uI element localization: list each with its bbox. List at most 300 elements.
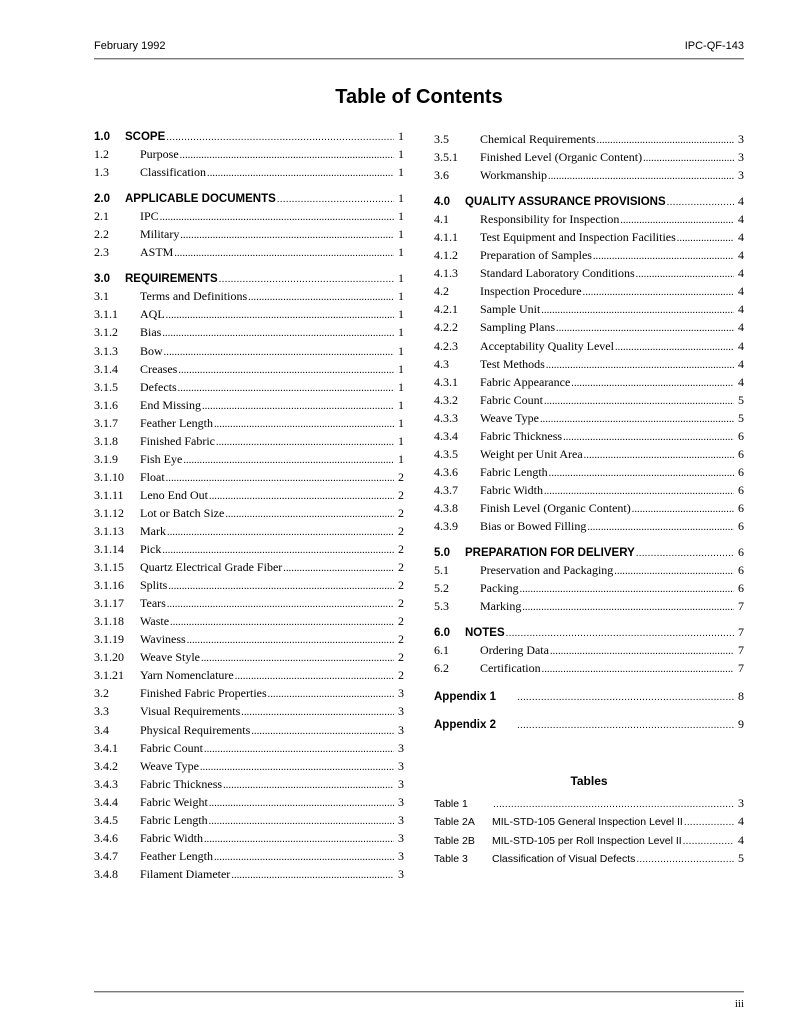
toc-entry[interactable] bbox=[434, 266, 744, 284]
entry-page-number: 4 bbox=[738, 302, 744, 317]
entry-number: 4.3 bbox=[434, 356, 449, 371]
entry-title: Finished Fabric bbox=[140, 433, 215, 448]
entry-page-number: 2 bbox=[398, 632, 404, 647]
toc-entry[interactable] bbox=[434, 447, 744, 465]
dot-leader bbox=[209, 491, 394, 502]
dot-leader bbox=[614, 566, 734, 577]
entry-page-number: 2 bbox=[398, 505, 404, 520]
entry-number: 3.4.5 bbox=[94, 812, 118, 827]
entry-page-number: 3 bbox=[398, 722, 404, 737]
dot-leader bbox=[209, 816, 394, 827]
entry-page-number: 5 bbox=[738, 392, 744, 407]
toc-section-entry[interactable] bbox=[94, 129, 404, 147]
entry-page-number: 8 bbox=[738, 689, 744, 704]
entry-page-number: 3 bbox=[738, 150, 744, 165]
entry-page-number: 3 bbox=[738, 168, 744, 183]
dot-leader bbox=[615, 342, 734, 353]
entry-title: IPC bbox=[140, 209, 159, 224]
entry-title: Fabric Length bbox=[140, 812, 208, 827]
toc-entry[interactable] bbox=[94, 398, 404, 416]
toc-entry[interactable] bbox=[434, 643, 744, 661]
entry-number: 3.0 bbox=[94, 273, 110, 286]
entry-page-number: 1 bbox=[398, 397, 404, 412]
dot-leader bbox=[216, 437, 394, 448]
toc-entry[interactable] bbox=[94, 165, 404, 183]
entry-number: 3.1.13 bbox=[94, 523, 124, 538]
dot-leader bbox=[636, 269, 734, 280]
entry-page-number: 4 bbox=[738, 248, 744, 263]
entry-page-number: 1 bbox=[398, 245, 404, 260]
toc-section-entry[interactable] bbox=[434, 545, 744, 563]
entry-number: 4.1.3 bbox=[434, 266, 458, 281]
toc-entry[interactable] bbox=[94, 632, 404, 650]
toc-entry[interactable] bbox=[94, 362, 404, 380]
toc-entry[interactable] bbox=[94, 795, 404, 813]
dot-leader bbox=[283, 563, 394, 574]
section-spacer bbox=[94, 183, 404, 191]
dot-leader bbox=[548, 171, 734, 182]
entry-title: MIL-STD-105 per Roll Inspection Level II bbox=[492, 834, 682, 847]
table-list-entry[interactable] bbox=[434, 814, 744, 832]
toc-entry[interactable] bbox=[94, 488, 404, 506]
entry-number: 4.3.3 bbox=[434, 410, 458, 425]
dot-leader bbox=[187, 635, 394, 646]
entry-number: 3.1.9 bbox=[94, 451, 118, 466]
dot-leader bbox=[162, 545, 394, 556]
entry-title: Weave Style bbox=[140, 650, 201, 665]
entry-number: 4.3.8 bbox=[434, 500, 458, 515]
dot-leader bbox=[225, 509, 394, 520]
toc-entry[interactable] bbox=[434, 168, 744, 186]
entry-number: Table 2A bbox=[434, 816, 475, 829]
toc-entry[interactable] bbox=[94, 289, 404, 307]
tables-list bbox=[434, 796, 744, 869]
page-title: Table of Contents bbox=[335, 86, 503, 108]
entry-title: Fabric Count bbox=[140, 740, 203, 755]
dot-leader bbox=[541, 305, 734, 316]
toc-entry[interactable] bbox=[94, 506, 404, 524]
entry-title: Fish Eye bbox=[140, 451, 183, 466]
entry-number: 4.3.9 bbox=[434, 518, 458, 533]
dot-leader bbox=[677, 233, 734, 244]
toc-section-entry[interactable] bbox=[434, 625, 744, 643]
entry-number: Appendix 2 bbox=[434, 719, 496, 732]
dot-leader bbox=[201, 653, 394, 664]
entry-page-number: 2 bbox=[398, 650, 404, 665]
entry-page-number: 7 bbox=[738, 643, 744, 658]
entry-title: Quartz Electrical Grade Fiber bbox=[140, 560, 283, 575]
entry-title: QUALITY ASSURANCE PROVISIONS bbox=[465, 196, 666, 209]
entry-page-number: 4 bbox=[738, 212, 744, 227]
entry-page-number: 2 bbox=[398, 596, 404, 611]
entry-title: Test Methods bbox=[480, 356, 545, 371]
toc-entry[interactable] bbox=[94, 596, 404, 614]
dot-leader bbox=[522, 602, 734, 613]
dot-leader bbox=[166, 132, 394, 143]
entry-title: Chemical Requirements bbox=[480, 132, 596, 146]
dot-leader bbox=[517, 720, 734, 731]
toc-entry[interactable] bbox=[94, 344, 404, 362]
toc-entry[interactable] bbox=[434, 661, 744, 679]
entry-title: Feather Length bbox=[140, 415, 213, 430]
entry-page-number: 6 bbox=[738, 545, 744, 560]
toc-entry[interactable] bbox=[94, 777, 404, 795]
entry-page-number: 6 bbox=[738, 482, 744, 497]
entry-title: Bow bbox=[140, 343, 163, 358]
entry-page-number: 1 bbox=[398, 433, 404, 448]
toc-entry[interactable] bbox=[94, 650, 404, 668]
entry-title: Weave Type bbox=[140, 758, 199, 773]
toc-entry[interactable] bbox=[94, 813, 404, 831]
dot-leader bbox=[584, 450, 734, 461]
dot-leader bbox=[170, 617, 394, 628]
toc-entry[interactable] bbox=[434, 212, 744, 230]
entry-title: End Missing bbox=[140, 397, 202, 412]
entry-number: 3.1.20 bbox=[94, 650, 124, 665]
entry-number: 4.1 bbox=[434, 212, 449, 227]
toc-entry[interactable] bbox=[94, 542, 404, 560]
toc-entry[interactable] bbox=[434, 465, 744, 483]
toc-entry[interactable] bbox=[434, 501, 744, 519]
toc-entry[interactable] bbox=[94, 470, 404, 488]
toc-entry[interactable] bbox=[434, 563, 744, 581]
entry-title: Acceptability Quality Level bbox=[480, 338, 614, 353]
dot-leader bbox=[178, 383, 394, 394]
entry-number: 4.2.2 bbox=[434, 320, 458, 335]
entry-page-number: 1 bbox=[398, 361, 404, 376]
toc-entry[interactable] bbox=[94, 741, 404, 759]
entry-number: 3.1.8 bbox=[94, 433, 118, 448]
section-spacer bbox=[434, 186, 744, 194]
entry-number: 3.1.2 bbox=[94, 325, 118, 340]
entry-title: Sampling Plans bbox=[480, 320, 556, 335]
table-list-entry[interactable] bbox=[434, 851, 744, 869]
entry-title: Splits bbox=[140, 578, 168, 593]
entry-page-number: 4 bbox=[738, 266, 744, 281]
dot-leader bbox=[200, 762, 394, 773]
entry-number: 6.1 bbox=[434, 643, 449, 658]
entry-number: 6.2 bbox=[434, 661, 449, 676]
entry-number: 3.1.19 bbox=[94, 632, 124, 647]
toc-entry[interactable] bbox=[434, 150, 744, 168]
entry-page-number: 1 bbox=[398, 165, 404, 180]
entry-number: 5.2 bbox=[434, 581, 449, 596]
toc-entry[interactable] bbox=[434, 483, 744, 501]
toc-section-entry[interactable] bbox=[94, 191, 404, 209]
entry-title: Weave Type bbox=[480, 410, 539, 425]
entry-number: Table 3 bbox=[434, 852, 468, 865]
dot-leader bbox=[248, 292, 394, 303]
entry-page-number: 5 bbox=[738, 410, 744, 425]
toc-left-column bbox=[94, 129, 404, 885]
entry-page-number: 6 bbox=[738, 563, 744, 578]
appendix-entry[interactable] bbox=[434, 689, 744, 717]
header-date: February 1992 bbox=[94, 40, 166, 52]
dot-leader bbox=[183, 455, 394, 466]
toc-entry[interactable] bbox=[94, 614, 404, 632]
header-doc-id: IPC-QF-143 bbox=[684, 40, 744, 52]
toc-entry[interactable] bbox=[94, 416, 404, 434]
toc-entry[interactable] bbox=[434, 132, 744, 150]
toc-entry[interactable] bbox=[434, 339, 744, 357]
dot-leader bbox=[556, 323, 734, 334]
entry-page-number: 3 bbox=[398, 758, 404, 773]
entry-title: Fabric Thickness bbox=[480, 428, 563, 443]
entry-title: Preservation and Packaging bbox=[480, 563, 614, 578]
toc-entry[interactable] bbox=[94, 704, 404, 722]
toc-entry[interactable] bbox=[94, 668, 404, 686]
toc-entry[interactable] bbox=[434, 375, 744, 393]
toc-entry[interactable] bbox=[94, 307, 404, 325]
entry-title: Tears bbox=[140, 596, 166, 611]
dot-leader bbox=[683, 836, 734, 847]
entry-number: 3.1.14 bbox=[94, 542, 124, 557]
toc-entry[interactable] bbox=[94, 380, 404, 398]
dot-leader bbox=[202, 401, 394, 412]
entry-title: Defects bbox=[140, 379, 177, 394]
entry-number: 5.3 bbox=[434, 599, 449, 614]
toc-entry[interactable] bbox=[94, 452, 404, 470]
toc-entry[interactable] bbox=[94, 723, 404, 741]
entry-page-number: 3 bbox=[398, 848, 404, 863]
toc-entry[interactable] bbox=[94, 245, 404, 263]
dot-leader bbox=[520, 584, 734, 595]
entry-number: 3.3 bbox=[94, 704, 109, 719]
entry-number: 3.4.7 bbox=[94, 848, 118, 863]
entry-page-number: 1 bbox=[398, 147, 404, 162]
dot-leader bbox=[251, 726, 394, 737]
dot-leader bbox=[204, 834, 394, 845]
dot-leader bbox=[277, 194, 394, 205]
entry-title: Finished Fabric Properties bbox=[140, 686, 267, 701]
dot-leader bbox=[636, 548, 734, 559]
dot-leader bbox=[550, 646, 734, 657]
section-spacer bbox=[434, 679, 744, 689]
entry-title: Mark bbox=[140, 523, 166, 538]
entry-number: 6.0 bbox=[434, 627, 450, 640]
toc-entry[interactable] bbox=[434, 599, 744, 617]
toc-entry[interactable] bbox=[434, 411, 744, 429]
dot-leader bbox=[180, 230, 394, 241]
entry-page-number: 3 bbox=[398, 776, 404, 791]
entry-title: Finished Level (Organic Content) bbox=[480, 150, 643, 165]
toc-entry[interactable] bbox=[434, 581, 744, 599]
tables-heading: Tables bbox=[570, 774, 608, 788]
entry-page-number: 6 bbox=[738, 446, 744, 461]
entry-page-number: 3 bbox=[398, 704, 404, 719]
entry-number: 1.2 bbox=[94, 147, 109, 162]
entry-title: Sample Unit bbox=[480, 302, 541, 317]
dot-leader bbox=[571, 378, 734, 389]
toc-entry[interactable] bbox=[94, 578, 404, 596]
entry-number: 3.4.3 bbox=[94, 776, 118, 791]
entry-number: 5.0 bbox=[434, 547, 450, 560]
toc-entry[interactable] bbox=[94, 524, 404, 542]
entry-number: 3.1.4 bbox=[94, 361, 118, 376]
table-list-entry[interactable] bbox=[434, 796, 744, 814]
entry-page-number: 9 bbox=[738, 717, 744, 732]
toc-entry[interactable] bbox=[434, 320, 744, 338]
entry-title: PREPARATION FOR DELIVERY bbox=[465, 547, 635, 560]
toc-entry[interactable] bbox=[434, 429, 744, 447]
entry-title: Responsibility for Inspection bbox=[480, 212, 620, 227]
toc-entry[interactable] bbox=[434, 248, 744, 266]
toc-entry[interactable] bbox=[94, 867, 404, 885]
header-rule bbox=[94, 58, 744, 60]
entry-title: Fabric Length bbox=[480, 464, 548, 479]
toc-section-entry[interactable] bbox=[434, 194, 744, 212]
entry-page-number: 1 bbox=[398, 307, 404, 322]
entry-page-number: 2 bbox=[398, 523, 404, 538]
dot-leader bbox=[632, 504, 734, 515]
entry-page-number: 3 bbox=[738, 132, 744, 146]
entry-title: Lot or Batch Size bbox=[140, 505, 225, 520]
entry-title: Standard Laboratory Conditions bbox=[480, 266, 635, 281]
dot-leader bbox=[209, 798, 394, 809]
entry-title: Military bbox=[140, 227, 180, 242]
entry-title: Leno End Out bbox=[140, 487, 208, 502]
entry-number: 1.0 bbox=[94, 131, 110, 143]
section-spacer bbox=[94, 263, 404, 271]
toc-entry[interactable] bbox=[434, 519, 744, 537]
entry-number: 4.3.5 bbox=[434, 446, 458, 461]
dot-leader bbox=[517, 692, 734, 703]
toc-right-column bbox=[434, 132, 744, 745]
entry-title: REQUIREMENTS bbox=[125, 273, 218, 286]
entry-page-number: 2 bbox=[398, 560, 404, 575]
toc-entry[interactable] bbox=[434, 302, 744, 320]
dot-leader bbox=[544, 396, 734, 407]
dot-leader bbox=[593, 251, 734, 262]
entry-page-number: 7 bbox=[738, 625, 744, 640]
toc-entry[interactable] bbox=[94, 209, 404, 227]
entry-number: 2.2 bbox=[94, 227, 109, 242]
entry-title: Marking bbox=[480, 599, 522, 614]
entry-number: 4.3.4 bbox=[434, 428, 458, 443]
entry-title: Physical Requirements bbox=[140, 722, 251, 737]
dot-leader bbox=[167, 599, 394, 610]
entry-number: 4.3.1 bbox=[434, 374, 458, 389]
entry-title: Workmanship bbox=[480, 168, 548, 183]
dot-leader bbox=[268, 689, 394, 700]
entry-number: 3.4.4 bbox=[94, 794, 118, 809]
toc-entry[interactable] bbox=[434, 284, 744, 302]
dot-leader bbox=[168, 581, 394, 592]
entry-number: 4.1.2 bbox=[434, 248, 458, 263]
entry-number: 3.1.11 bbox=[94, 487, 124, 502]
dot-leader bbox=[563, 432, 734, 443]
entry-title: AQL bbox=[140, 307, 165, 322]
entry-page-number: 4 bbox=[738, 230, 744, 245]
entry-page-number: 2 bbox=[398, 614, 404, 629]
entry-number: 3.1.6 bbox=[94, 397, 118, 412]
entry-page-number: 7 bbox=[738, 661, 744, 676]
toc-entry[interactable] bbox=[94, 831, 404, 849]
dot-leader bbox=[162, 328, 394, 339]
dot-leader bbox=[643, 153, 734, 164]
entry-title: ASTM bbox=[140, 245, 174, 260]
entry-number: 3.1.10 bbox=[94, 469, 124, 484]
entry-page-number: 1 bbox=[398, 129, 404, 143]
dot-leader bbox=[214, 419, 394, 430]
entry-title: Bias bbox=[140, 325, 162, 340]
entry-title: Fabric Appearance bbox=[480, 374, 571, 389]
dot-leader bbox=[204, 744, 394, 755]
toc-entry[interactable] bbox=[94, 147, 404, 165]
entry-title: Bias or Bowed Filling bbox=[480, 518, 587, 533]
entry-title: Classification bbox=[140, 165, 206, 180]
appendix-entry[interactable] bbox=[434, 717, 744, 745]
entry-title: Filament Diameter bbox=[140, 866, 231, 881]
entry-page-number: 1 bbox=[398, 325, 404, 340]
dot-leader bbox=[506, 628, 734, 639]
entry-title: MIL-STD-105 General Inspection Level II bbox=[492, 816, 683, 829]
dot-leader bbox=[549, 468, 734, 479]
entry-page-number: 2 bbox=[398, 487, 404, 502]
entry-page-number: 1 bbox=[398, 271, 404, 286]
toc-entry[interactable] bbox=[94, 325, 404, 343]
entry-page-number: 4 bbox=[738, 374, 744, 389]
entry-title: Inspection Procedure bbox=[480, 284, 582, 299]
toc-entry[interactable] bbox=[94, 849, 404, 867]
entry-title: APPLICABLE DOCUMENTS bbox=[125, 193, 276, 206]
toc-entry[interactable] bbox=[94, 686, 404, 704]
entry-page-number: 1 bbox=[398, 451, 404, 466]
toc-entry[interactable] bbox=[94, 560, 404, 578]
entry-page-number: 3 bbox=[398, 866, 404, 881]
dot-leader bbox=[235, 671, 394, 682]
toc-entry[interactable] bbox=[94, 759, 404, 777]
entry-title: SCOPE bbox=[125, 131, 166, 143]
entry-number: Table 1 bbox=[434, 798, 468, 810]
entry-number: 2.0 bbox=[94, 193, 110, 206]
dot-leader bbox=[684, 817, 734, 828]
section-spacer bbox=[434, 617, 744, 625]
entry-number: Table 2B bbox=[434, 834, 475, 847]
entry-page-number: 4 bbox=[738, 284, 744, 299]
entry-number: 3.1 bbox=[94, 289, 109, 304]
toc-entry[interactable] bbox=[94, 434, 404, 452]
entry-title: Fabric Width bbox=[140, 830, 203, 845]
entry-title: Fabric Thickness bbox=[140, 776, 223, 791]
page-number: iii bbox=[734, 998, 744, 1010]
dot-leader bbox=[493, 799, 734, 810]
entry-title: Fabric Width bbox=[480, 482, 543, 497]
entry-number: 4.3.7 bbox=[434, 482, 458, 497]
toc-entry[interactable] bbox=[434, 393, 744, 411]
entry-page-number: 4 bbox=[738, 320, 744, 335]
toc-entry[interactable] bbox=[94, 227, 404, 245]
entry-page-number: 3 bbox=[738, 796, 744, 810]
entry-number: 3.5.1 bbox=[434, 150, 458, 165]
entry-page-number: 3 bbox=[398, 830, 404, 845]
entry-title: Packing bbox=[480, 581, 519, 596]
toc-entry[interactable] bbox=[434, 230, 744, 248]
entry-title: Visual Requirements bbox=[140, 704, 241, 719]
table-list-entry[interactable] bbox=[434, 833, 744, 851]
dot-leader bbox=[544, 486, 734, 497]
entry-page-number: 1 bbox=[398, 343, 404, 358]
dot-leader bbox=[164, 347, 394, 358]
entry-title: Test Equipment and Inspection Facilities bbox=[480, 230, 676, 245]
toc-section-entry[interactable] bbox=[94, 271, 404, 289]
dot-leader bbox=[166, 310, 394, 321]
entry-title: Weight per Unit Area bbox=[480, 446, 583, 461]
entry-title: Finish Level (Organic Content) bbox=[480, 500, 631, 515]
dot-leader bbox=[241, 707, 394, 718]
entry-title: Terms and Definitions bbox=[140, 289, 248, 304]
toc-entry[interactable] bbox=[434, 357, 744, 375]
